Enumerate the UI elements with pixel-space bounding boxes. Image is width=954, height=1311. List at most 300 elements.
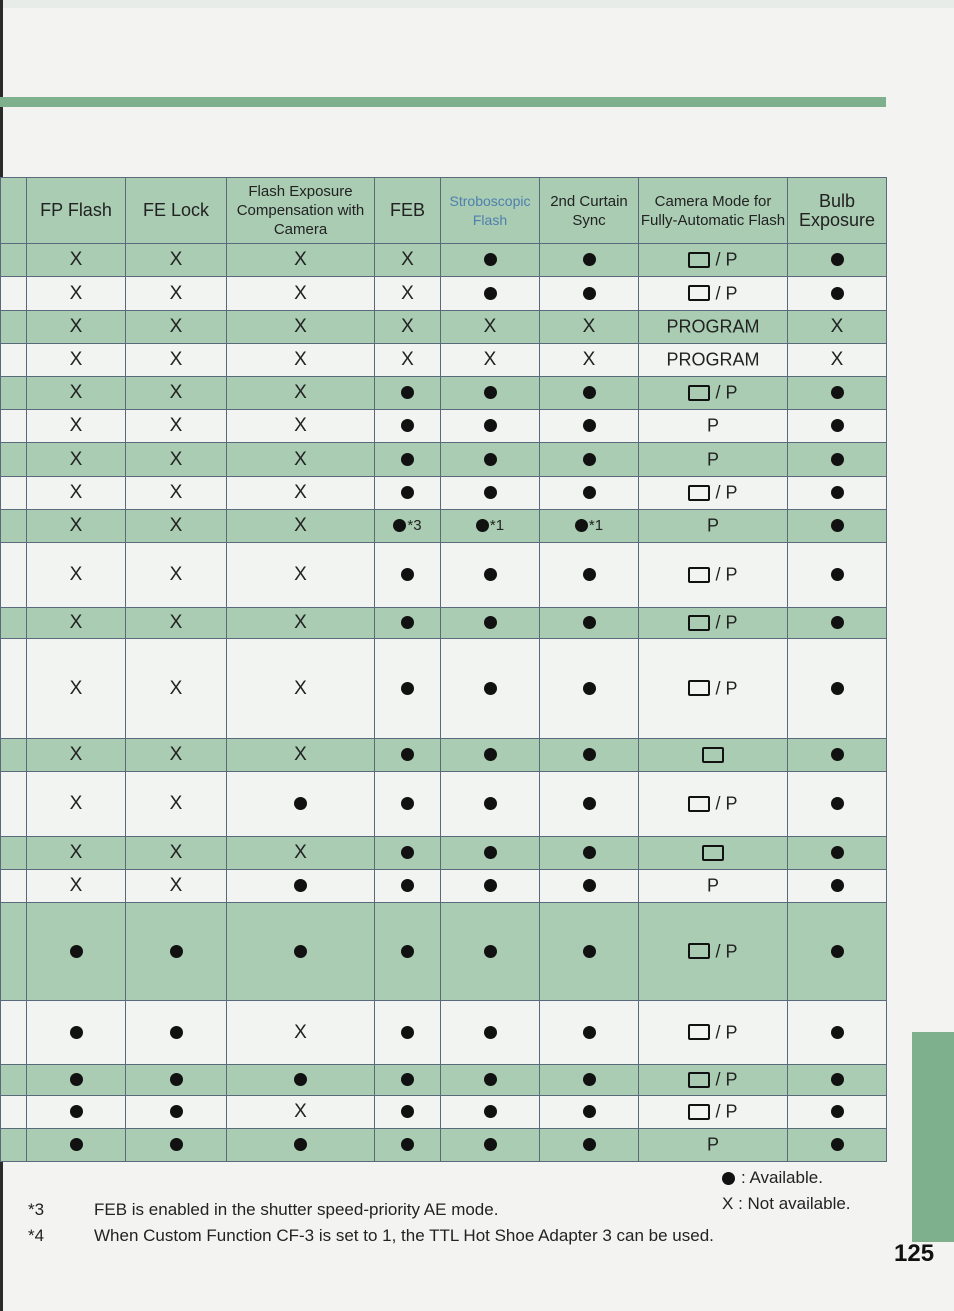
cell-stroboscopic-flash <box>441 477 540 510</box>
cell-stroboscopic-flash <box>441 772 540 837</box>
row-stub <box>1 639 27 739</box>
footnote-mark: *3 <box>28 1200 45 1219</box>
available-dot-icon <box>70 1105 83 1118</box>
available-dot-icon <box>484 846 497 859</box>
cell-camera-mode <box>639 311 788 344</box>
not-available-mark: X <box>169 448 183 470</box>
not-available-mark: X <box>169 316 183 337</box>
mode-program-text: PROGRAM <box>666 349 760 370</box>
available-dot-icon <box>484 616 497 629</box>
table-row <box>1 443 887 477</box>
mode-separator: / <box>710 1101 726 1122</box>
cell-stroboscopic-flash <box>441 639 540 739</box>
cell-bulb-exposure <box>788 772 887 837</box>
full-auto-mode-icon <box>688 285 710 301</box>
mode-p-text: P <box>725 1021 738 1042</box>
full-auto-mode-icon <box>688 385 710 401</box>
table-row <box>1 277 887 311</box>
table-row <box>1 311 887 344</box>
available-dot-icon <box>831 1138 844 1151</box>
table-row <box>1 477 887 510</box>
available-dot-icon <box>583 616 596 629</box>
available-dot-icon <box>831 1026 844 1039</box>
cell-flash-exposure-compensation <box>227 410 375 443</box>
cell-bulb-exposure <box>788 277 887 311</box>
full-auto-mode-icon <box>688 680 710 696</box>
full-auto-mode-icon <box>688 615 710 631</box>
cell-fe-lock <box>126 837 227 870</box>
table-row <box>1 1065 887 1096</box>
mode-separator: / <box>710 249 726 270</box>
legend-not-available-text: : Not available. <box>738 1194 851 1213</box>
cell-stroboscopic-flash <box>441 903 540 1001</box>
available-dot-icon <box>401 1073 414 1086</box>
cell-camera-mode <box>639 608 788 639</box>
available-dot-icon <box>484 1073 497 1086</box>
not-available-mark: X <box>294 1021 307 1043</box>
not-available-mark: X <box>69 282 83 304</box>
available-dot-icon <box>831 386 844 399</box>
mode-p-text: P <box>725 612 738 633</box>
cell-camera-mode <box>639 1001 788 1065</box>
available-dot-icon <box>583 1026 596 1039</box>
cell-fp-flash <box>27 443 126 477</box>
cell-camera-mode <box>639 1065 788 1096</box>
mode-p-text: P <box>706 875 719 896</box>
mode-p-text: P <box>725 382 738 403</box>
available-dot-icon <box>583 287 596 300</box>
cell-fp-flash <box>27 344 126 377</box>
header-camera-mode: Camera Mode for Fully-Automatic Flash <box>639 178 788 244</box>
cell-bulb-exposure <box>788 903 887 1001</box>
not-available-mark: X <box>169 744 183 765</box>
full-auto-mode-icon <box>702 747 724 763</box>
available-dot-icon <box>170 1026 183 1039</box>
cell-flash-exposure-compensation <box>227 510 375 543</box>
not-available-mark: X <box>169 415 183 436</box>
cell-feb <box>375 739 441 772</box>
cell-flash-exposure-compensation <box>227 543 375 608</box>
cell-fp-flash <box>27 1129 126 1162</box>
not-available-mark: X <box>294 249 307 270</box>
cell-feb <box>375 1129 441 1162</box>
cell-stroboscopic-flash <box>441 277 540 311</box>
available-dot-icon <box>831 1073 844 1086</box>
cell-bulb-exposure <box>788 311 887 344</box>
available-dot-icon <box>476 519 489 532</box>
table-header-row <box>1 178 887 244</box>
full-auto-mode-icon <box>688 796 710 812</box>
cell-fe-lock <box>126 277 227 311</box>
cell-feb <box>375 837 441 870</box>
cell-feb <box>375 772 441 837</box>
not-available-mark: X <box>294 448 307 470</box>
row-stub <box>1 543 27 608</box>
cell-flash-exposure-compensation <box>227 377 375 410</box>
mode-separator: / <box>710 382 726 403</box>
available-dot-icon <box>401 945 414 958</box>
not-available-mark: X <box>294 382 307 403</box>
cell-stroboscopic-flash <box>441 377 540 410</box>
mode-separator: / <box>710 282 726 303</box>
available-dot-icon <box>583 253 596 266</box>
available-dot-icon <box>484 287 497 300</box>
cell-flash-exposure-compensation <box>227 1096 375 1129</box>
cell-camera-mode <box>639 443 788 477</box>
cell-fe-lock <box>126 443 227 477</box>
cell-flash-exposure-compensation <box>227 837 375 870</box>
row-stub <box>1 608 27 639</box>
header-stub <box>1 178 27 244</box>
cell-camera-mode <box>639 377 788 410</box>
not-available-mark: X <box>69 249 83 270</box>
cell-fp-flash <box>27 903 126 1001</box>
cell-flash-exposure-compensation <box>227 870 375 903</box>
top-band <box>0 0 954 8</box>
cell-stroboscopic-flash <box>441 1129 540 1162</box>
mode-separator: / <box>710 1021 726 1042</box>
row-stub <box>1 870 27 903</box>
available-dot-icon <box>484 253 497 266</box>
cell-bulb-exposure <box>788 443 887 477</box>
cell-flash-exposure-compensation <box>227 1065 375 1096</box>
not-available-mark: X <box>294 282 307 304</box>
mode-p-text: P <box>725 1069 738 1090</box>
cell-stroboscopic-flash <box>441 311 540 344</box>
cell-camera-mode <box>639 244 788 277</box>
table-row <box>1 1001 887 1065</box>
cell-bulb-exposure <box>788 870 887 903</box>
available-dot-icon <box>401 682 414 695</box>
not-available-mark: X <box>169 515 183 536</box>
row-stub <box>1 443 27 477</box>
available-dot-icon <box>401 1026 414 1039</box>
cell-stroboscopic-flash <box>441 543 540 608</box>
mode-p-text: P <box>725 1101 738 1122</box>
not-available-mark: X <box>69 875 83 896</box>
not-available-mark: X <box>401 249 414 270</box>
header-feb: FEB <box>375 178 441 244</box>
legend-available <box>722 1168 823 1188</box>
available-dot-icon <box>583 797 596 810</box>
cell-feb <box>375 311 441 344</box>
mode-separator: / <box>710 564 726 585</box>
not-available-mark: X <box>169 612 183 633</box>
cell-flash-exposure-compensation <box>227 772 375 837</box>
cell-2nd-curtain-sync <box>540 772 639 837</box>
available-dot-icon <box>831 945 844 958</box>
cell-camera-mode <box>639 903 788 1001</box>
cell-feb <box>375 543 441 608</box>
not-available-mark: X <box>294 482 307 503</box>
not-available-mark: X <box>294 564 307 585</box>
cell-2nd-curtain-sync <box>540 510 639 543</box>
available-dot-icon <box>831 846 844 859</box>
cell-bulb-exposure <box>788 837 887 870</box>
available-dot-icon <box>831 568 844 581</box>
available-dot-icon <box>401 1138 414 1151</box>
cell-feb <box>375 639 441 739</box>
cell-camera-mode <box>639 1129 788 1162</box>
available-dot-icon <box>831 748 844 761</box>
header-flash-exposure-compensation: Flash Exposure Compensation with Camera <box>227 178 375 244</box>
cell-flash-exposure-compensation <box>227 1129 375 1162</box>
not-available-mark: X <box>294 612 307 633</box>
available-dot-icon <box>831 682 844 695</box>
cell-fe-lock <box>126 377 227 410</box>
cell-fe-lock <box>126 410 227 443</box>
footnote-ref: *1 <box>588 517 604 535</box>
header-2nd-curtain-sync: 2nd Curtain Sync <box>540 178 639 244</box>
available-dot-icon <box>70 1073 83 1086</box>
mode-p-text: P <box>725 282 738 303</box>
cell-bulb-exposure <box>788 739 887 772</box>
cell-2nd-curtain-sync <box>540 377 639 410</box>
available-dot-icon <box>583 1105 596 1118</box>
available-dot-icon <box>583 386 596 399</box>
page-number: 125 <box>894 1240 935 1267</box>
cell-fp-flash <box>27 608 126 639</box>
available-dot-icon <box>294 797 307 810</box>
mode-program-text: PROGRAM <box>666 316 760 337</box>
row-stub <box>1 477 27 510</box>
legend-available-text: : Available. <box>741 1168 823 1187</box>
row-stub <box>1 377 27 410</box>
cell-camera-mode <box>639 870 788 903</box>
cell-camera-mode <box>639 639 788 739</box>
mode-p-text: P <box>725 677 738 698</box>
row-stub <box>1 739 27 772</box>
available-dot-icon <box>831 616 844 629</box>
mode-p-text: P <box>706 1134 719 1155</box>
mode-separator: / <box>710 612 726 633</box>
available-dot-icon <box>294 879 307 892</box>
table-row <box>1 410 887 443</box>
not-available-mark: X <box>69 744 83 765</box>
cell-stroboscopic-flash <box>441 1096 540 1129</box>
table-row <box>1 739 887 772</box>
cell-feb <box>375 1065 441 1096</box>
cell-2nd-curtain-sync <box>540 277 639 311</box>
cell-feb <box>375 903 441 1001</box>
available-dot-icon <box>484 748 497 761</box>
cell-fe-lock <box>126 1065 227 1096</box>
available-dot-icon <box>831 797 844 810</box>
cell-feb <box>375 510 441 543</box>
cell-bulb-exposure <box>788 410 887 443</box>
available-dot-icon <box>170 1105 183 1118</box>
mode-p-text: P <box>706 415 719 436</box>
cell-2nd-curtain-sync <box>540 739 639 772</box>
cell-fe-lock <box>126 772 227 837</box>
available-dot-icon <box>401 386 414 399</box>
cell-fe-lock <box>126 1001 227 1065</box>
not-available-mark: X <box>830 316 844 337</box>
table-row <box>1 510 887 543</box>
cell-fe-lock <box>126 870 227 903</box>
cell-camera-mode <box>639 543 788 608</box>
row-stub <box>1 510 27 543</box>
cell-fe-lock <box>126 608 227 639</box>
cell-fe-lock <box>126 1096 227 1129</box>
cell-feb <box>375 277 441 311</box>
available-dot-icon <box>583 846 596 859</box>
cell-fp-flash <box>27 311 126 344</box>
mode-p-text: P <box>725 793 738 814</box>
row-stub <box>1 1065 27 1096</box>
cell-feb <box>375 477 441 510</box>
header-fp-flash: FP Flash <box>27 178 126 244</box>
not-available-mark: X <box>294 1101 307 1122</box>
cell-bulb-exposure <box>788 244 887 277</box>
cell-stroboscopic-flash <box>441 1065 540 1096</box>
available-dot-icon <box>722 1172 735 1185</box>
footnote-text: FEB is enabled in the shutter speed-priority AE mode. <box>94 1200 499 1219</box>
available-dot-icon <box>401 568 414 581</box>
cell-stroboscopic-flash <box>441 837 540 870</box>
not-available-mark: X <box>169 382 183 403</box>
not-available-mark: X <box>69 415 83 436</box>
cell-camera-mode <box>639 344 788 377</box>
full-auto-mode-icon <box>688 485 710 501</box>
cell-2nd-curtain-sync <box>540 1129 639 1162</box>
available-dot-icon <box>831 253 844 266</box>
available-dot-icon <box>831 453 844 466</box>
available-dot-icon <box>294 945 307 958</box>
cell-bulb-exposure <box>788 344 887 377</box>
table-row <box>1 639 887 739</box>
cell-bulb-exposure <box>788 1096 887 1129</box>
cell-2nd-curtain-sync <box>540 410 639 443</box>
cell-2nd-curtain-sync <box>540 311 639 344</box>
not-available-mark: X <box>582 316 596 337</box>
mode-p-text: P <box>725 482 738 503</box>
cell-fp-flash <box>27 277 126 311</box>
header-stroboscopic-flash: Stroboscopic Flash <box>441 178 540 244</box>
cell-fp-flash <box>27 543 126 608</box>
not-available-mark: X <box>582 349 596 370</box>
available-dot-icon <box>401 748 414 761</box>
not-available-mark: X <box>69 515 83 536</box>
table-row <box>1 837 887 870</box>
table-row <box>1 344 887 377</box>
full-auto-mode-icon <box>688 943 710 959</box>
cell-feb <box>375 1001 441 1065</box>
footnote-mark: *4 <box>28 1226 45 1245</box>
available-dot-icon <box>484 486 497 499</box>
available-dot-icon <box>583 879 596 892</box>
available-dot-icon <box>583 568 596 581</box>
available-dot-icon <box>583 748 596 761</box>
available-dot-icon <box>401 453 414 466</box>
not-available-mark: X <box>169 842 183 863</box>
available-dot-icon <box>583 682 596 695</box>
available-dot-icon <box>70 1026 83 1039</box>
cell-camera-mode <box>639 1096 788 1129</box>
not-available-mark: X <box>169 677 183 699</box>
not-available-mark: X <box>294 316 307 337</box>
row-stub <box>1 344 27 377</box>
cell-flash-exposure-compensation <box>227 244 375 277</box>
header-fe-lock: FE Lock <box>126 178 227 244</box>
mode-separator: / <box>710 1069 726 1090</box>
cell-feb <box>375 410 441 443</box>
cell-feb <box>375 344 441 377</box>
cell-flash-exposure-compensation <box>227 1001 375 1065</box>
cell-fp-flash <box>27 1096 126 1129</box>
row-stub <box>1 1001 27 1065</box>
not-available-mark: X <box>69 564 83 585</box>
cell-bulb-exposure <box>788 477 887 510</box>
available-dot-icon <box>294 1138 307 1151</box>
available-dot-icon <box>70 1138 83 1151</box>
table-row <box>1 543 887 608</box>
available-dot-icon <box>484 568 497 581</box>
cell-2nd-curtain-sync <box>540 244 639 277</box>
row-stub <box>1 410 27 443</box>
cell-camera-mode <box>639 837 788 870</box>
not-available-mark: X <box>169 564 183 585</box>
cell-fe-lock <box>126 639 227 739</box>
legend-not-available <box>722 1194 851 1214</box>
cell-2nd-curtain-sync <box>540 344 639 377</box>
cell-camera-mode <box>639 739 788 772</box>
available-dot-icon <box>583 1073 596 1086</box>
cell-fp-flash <box>27 377 126 410</box>
row-stub <box>1 772 27 837</box>
cell-stroboscopic-flash <box>441 608 540 639</box>
row-stub <box>1 1096 27 1129</box>
cell-fe-lock <box>126 510 227 543</box>
footnote-text: When Custom Function CF-3 is set to 1, the TTL Hot Shoe Adapter 3 can be used. <box>94 1226 714 1245</box>
row-stub <box>1 837 27 870</box>
table-row <box>1 608 887 639</box>
row-stub <box>1 277 27 311</box>
cell-bulb-exposure <box>788 1001 887 1065</box>
header-green-bar <box>0 97 886 107</box>
cell-fe-lock <box>126 344 227 377</box>
cell-fe-lock <box>126 477 227 510</box>
not-available-mark: X <box>69 482 83 503</box>
available-dot-icon <box>401 797 414 810</box>
row-stub <box>1 1129 27 1162</box>
footnote-ref: *3 <box>407 517 422 535</box>
available-dot-icon <box>484 453 497 466</box>
available-dot-icon <box>575 519 588 532</box>
footnote-4 <box>28 1226 714 1246</box>
cell-flash-exposure-compensation <box>227 903 375 1001</box>
not-available-mark: X <box>69 382 83 403</box>
cell-flash-exposure-compensation <box>227 311 375 344</box>
not-available-mark: X <box>401 349 414 370</box>
cell-bulb-exposure <box>788 1065 887 1096</box>
cell-camera-mode <box>639 510 788 543</box>
not-available-mark: X <box>69 677 83 699</box>
cell-2nd-curtain-sync <box>540 543 639 608</box>
header-bulb-exposure: Bulb Exposure <box>788 178 887 244</box>
cell-fp-flash <box>27 739 126 772</box>
cell-2nd-curtain-sync <box>540 608 639 639</box>
not-available-mark: X <box>294 744 307 765</box>
available-dot-icon <box>484 1105 497 1118</box>
cell-flash-exposure-compensation <box>227 344 375 377</box>
cell-flash-exposure-compensation <box>227 443 375 477</box>
cell-fe-lock <box>126 903 227 1001</box>
cell-flash-exposure-compensation <box>227 277 375 311</box>
cell-stroboscopic-flash <box>441 410 540 443</box>
cell-2nd-curtain-sync <box>540 837 639 870</box>
available-dot-icon <box>401 486 414 499</box>
